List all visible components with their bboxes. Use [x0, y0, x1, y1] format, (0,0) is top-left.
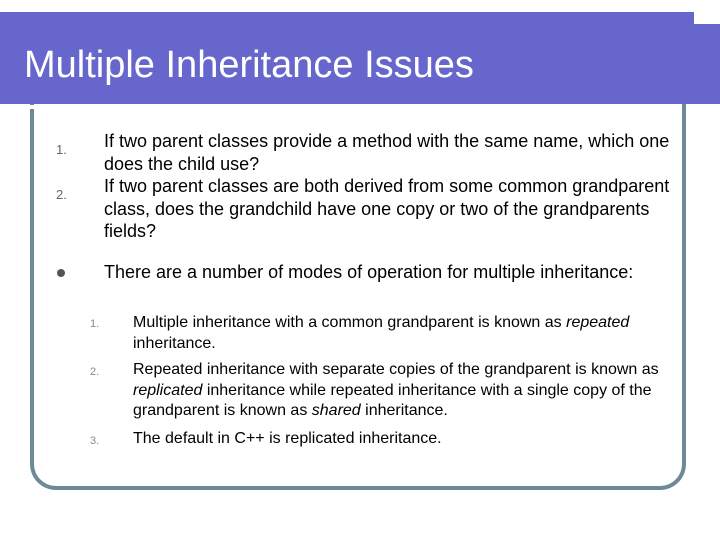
slide-title: Multiple Inheritance Issues — [24, 44, 474, 86]
sub-list-text: Repeated inheritance with separate copies of the grandparent is known as — [133, 361, 659, 378]
bullet-dot-icon — [57, 269, 65, 277]
sub-list-item — [133, 313, 678, 354]
sub-list-marker: 3. — [90, 435, 100, 447]
sub-list-item: The default in C++ is replicated inheritance. — [133, 430, 442, 447]
emphasis-term: replicated — [133, 381, 203, 399]
emphasis-term: repeated — [566, 314, 630, 331]
list-marker: 1. — [56, 142, 67, 157]
sub-list-item — [133, 360, 678, 422]
emphasis-term: shared — [311, 402, 361, 419]
sub-list-marker: 1. — [90, 318, 100, 330]
list-item: There are a number of modes of operation for multiple inheritance: — [104, 262, 634, 282]
sub-list-text: inheritance. — [360, 402, 448, 419]
sub-list-text: inheritance. — [133, 334, 216, 352]
sub-list-text: Multiple inheritance with a common grandparent is known as — [133, 314, 567, 331]
sub-list-marker: 2. — [90, 366, 100, 378]
list-marker: 2. — [56, 187, 67, 202]
list-item: If two parent classes are both derived from some common grandparent class, does the grandchild have one copy or two of the grandparents fields? — [104, 176, 670, 241]
list-item: If two parent classes provide a method with the same name, which one does the child use? — [104, 131, 670, 174]
sub-list-text: inheritance while repeated inheritance with a single copy of the grandparent is known as — [133, 381, 652, 419]
